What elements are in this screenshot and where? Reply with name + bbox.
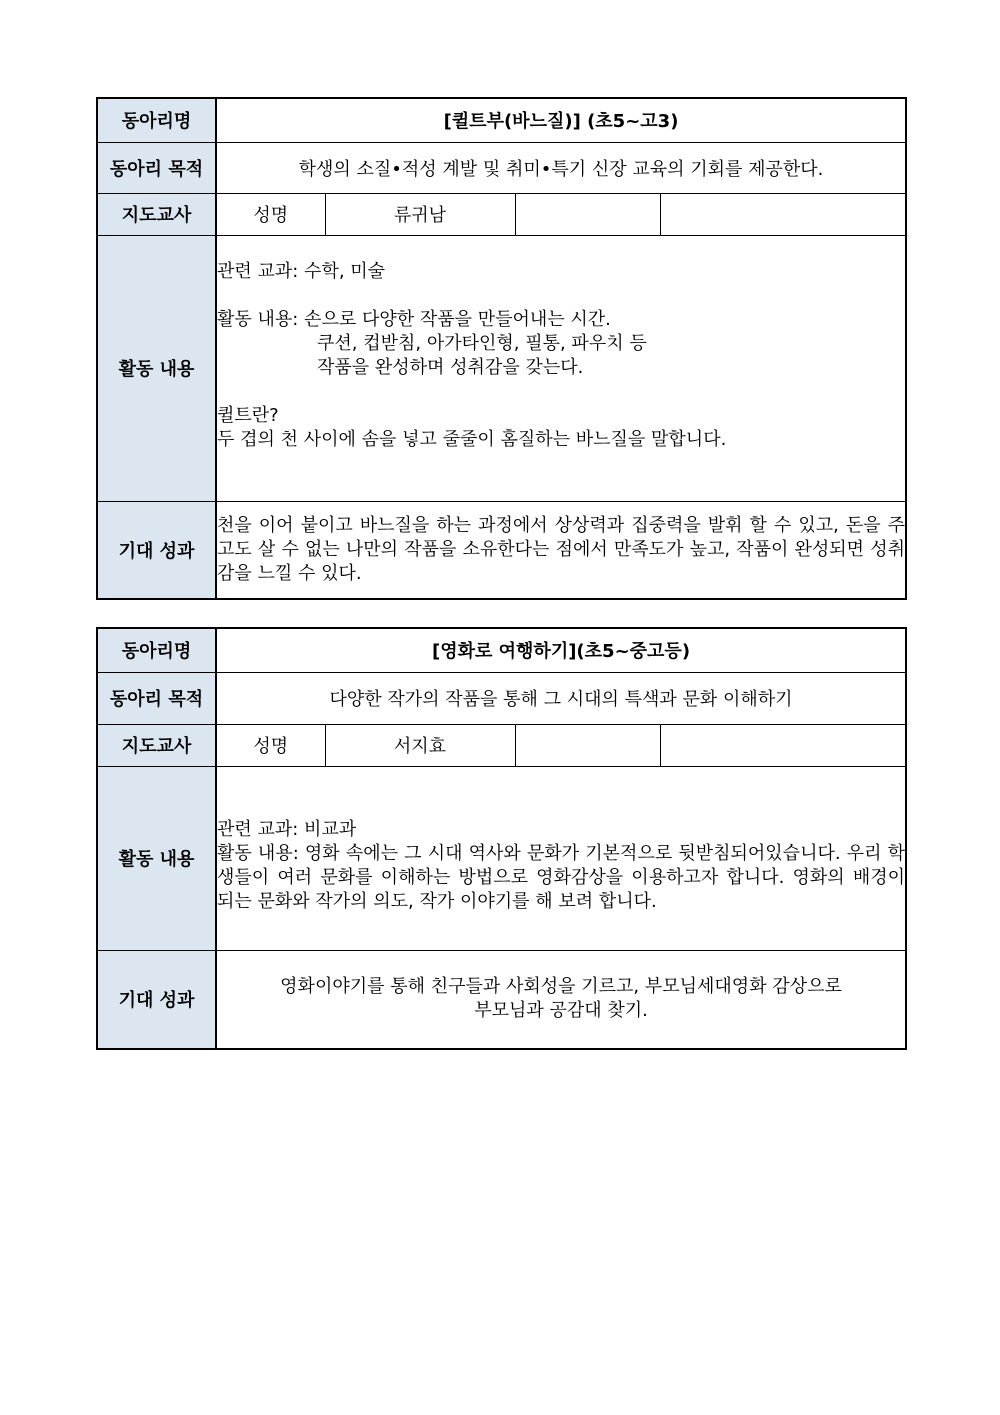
expected-outcome: 천을 이어 붙이고 바느질을 하는 과정에서 상상력과 집중력을 발휘 할 수 있고, 돈을 주고도 살 수 없는 나만의 작품을 소유한다는 점에서 만족도가 높고, 작품이 완성되면 성취감을 느낄 수 있다. (216, 501, 906, 599)
activity-label: 활동 내용 (97, 235, 216, 501)
empty-cell (660, 724, 906, 766)
quilt-definition: 두 겹의 천 사이에 솜을 넣고 줄줄이 홈질하는 바느질을 말합니다. (217, 428, 727, 450)
club-purpose: 학생의 소질•적성 계발 및 취미•특기 신장 교육의 기회를 제공한다. (216, 142, 906, 193)
teacher-name: 류귀남 (325, 193, 515, 235)
activity-description: 활동 내용: 영화 속에는 그 시대 역사와 문화가 기본적으로 뒷받침되어있습니다. 우리 학생들이 여러 문화를 이해하는 방법으로 영화감상을 이용하고자 합니다. 영화의 배경이 되는 문화와 작가의 의도, 작가 이야기를 해 보려 합니다. (217, 843, 906, 912)
outcome-label: 기대 성과 (97, 950, 216, 1049)
outcome-line: 영화이야기를 통해 친구들과 사회성을 기르고, 부모님세대영화 감상으로 (280, 976, 842, 998)
club-title: [영화로 여행하기](초5~중고등) (216, 628, 906, 672)
activity-line: 활동 내용: 손으로 다양한 작품을 만들어내는 시간. (217, 308, 611, 330)
teacher-label: 지도교사 (97, 193, 216, 235)
club-purpose-label: 동아리 목적 (97, 672, 216, 724)
activity-line: 작품을 완성하며 성취감을 갖는다. (317, 356, 584, 378)
activity-content (216, 766, 906, 950)
empty-cell (515, 193, 660, 235)
activity-line: 쿠션, 컵받침, 아가타인형, 필통, 파우치 등 (317, 332, 647, 354)
related-subject: 관련 교과: 비교과 (217, 819, 357, 840)
empty-cell (660, 193, 906, 235)
quilt-question: 퀼트란? (217, 404, 279, 426)
empty-cell (515, 724, 660, 766)
teacher-label: 지도교사 (97, 724, 216, 766)
activity-content (216, 235, 906, 501)
outcome-label: 기대 성과 (97, 501, 216, 599)
teacher-name: 서지효 (325, 724, 515, 766)
teacher-name-label: 성명 (216, 193, 325, 235)
club-name-label: 동아리명 (97, 628, 216, 672)
expected-outcome (216, 950, 906, 1049)
teacher-name-label: 성명 (216, 724, 325, 766)
club-table-quilt (96, 97, 907, 600)
activity-label: 활동 내용 (97, 766, 216, 950)
club-table-movie (96, 627, 907, 1050)
club-purpose-label: 동아리 목적 (97, 142, 216, 193)
club-title: [퀼트부(바느질)] (초5~고3) (216, 98, 906, 142)
club-name-label: 동아리명 (97, 98, 216, 142)
club-purpose: 다양한 작가의 작품을 통해 그 시대의 특색과 문화 이해하기 (216, 672, 906, 724)
related-subject: 관련 교과: 수학, 미술 (217, 260, 386, 282)
outcome-line: 부모님과 공감대 찾기. (474, 1000, 648, 1022)
